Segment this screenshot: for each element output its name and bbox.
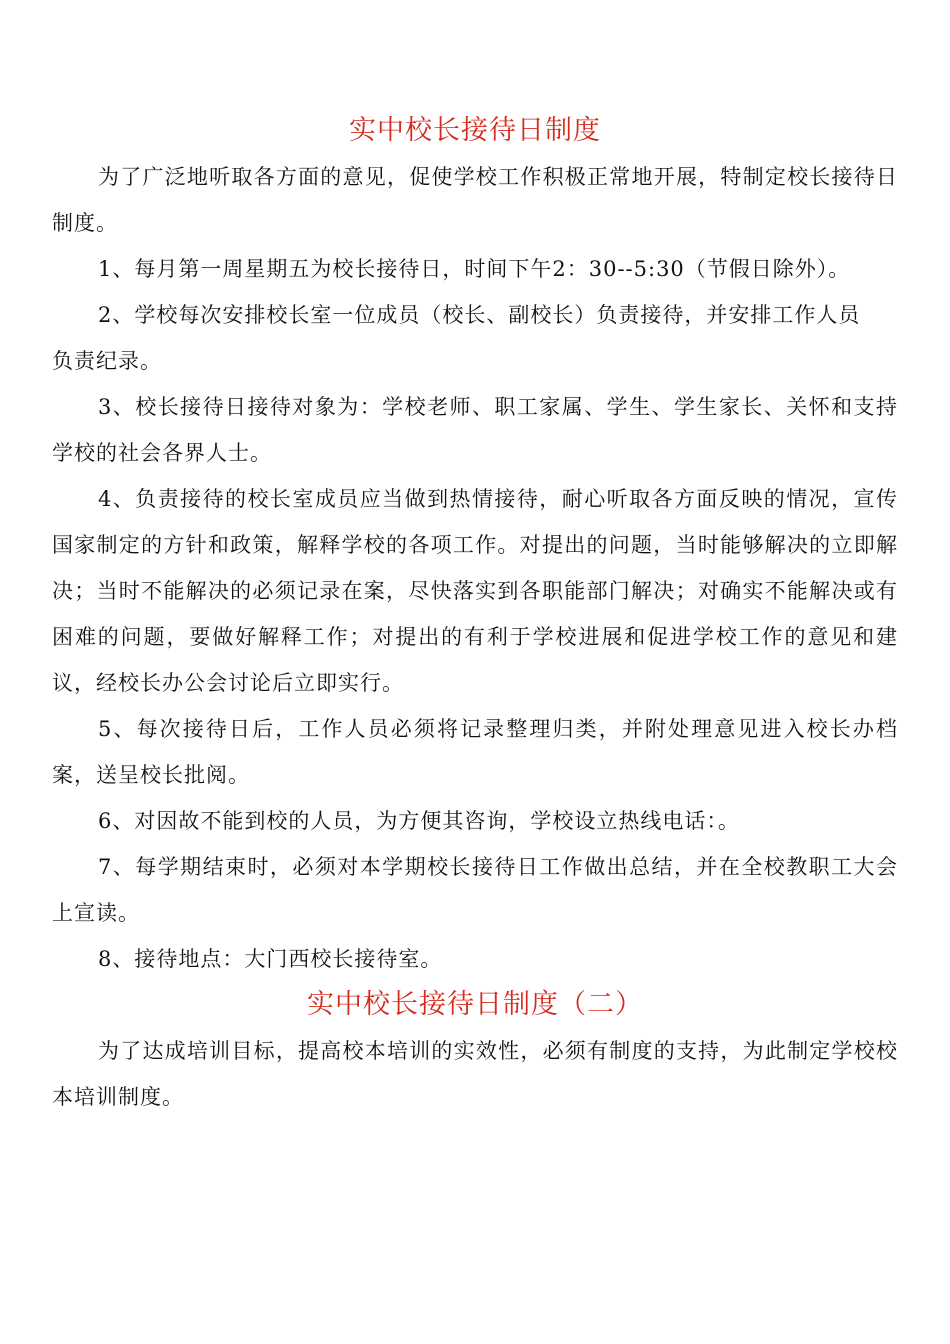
rule-item-3: 3、校长接待日接待对象为：学校老师、职工家属、学生、学生家长、关怀和支持学校的社会各界人士。: [52, 395, 898, 465]
document-title: 实中校长接待日制度: [349, 115, 601, 146]
rule-item-5: 5、每次接待日后，工作人员必须将记录整理归类，并附处理意见进入校长办档案，送呈校长批阅。: [52, 717, 898, 787]
intro-paragraph: 为了广泛地听取各方面的意见，促使学校工作积极正常地开展，特制定校长接待日制度。: [52, 165, 898, 235]
section-title-2: 实中校长接待日制度（二）: [307, 989, 643, 1020]
rule-item-6: 6、对因故不能到校的人员，为方便其咨询，学校设立热线电话：。: [98, 809, 740, 833]
rule-item-2: 2、学校每次安排校长室一位成员（校长、副校长）负责接待，并安排工作人员: [98, 303, 861, 327]
rule-item-7: 7、每学期结束时，必须对本学期校长接待日工作做出总结，并在全校教职工大会上宣读。: [52, 855, 898, 925]
rule-item-4: 4、负责接待的校长室成员应当做到热情接待，耐心听取各方面反映的情况，宣传国家制定的方针和政策，解释学校的各项工作。对提出的问题，当时能够解决的立即解决；当时不能解决的必须记录在案，尽快落实到各职能部门解决；对确实不能解决或有困难的问题，要做好解释工作；对提出的有利于学校进展和促进学校工作的意见和建议，经校长办公会讨论后立即实行。: [52, 487, 898, 695]
rule-item-2-continuation: 负责纪录。: [52, 349, 162, 373]
rule-item-1: 1、每月第一周星期五为校长接待日，时间下午2：30--5:30（节假日除外）。: [98, 257, 851, 281]
section-2-intro: 为了达成培训目标，提高校本培训的实效性，必须有制度的支持，为此制定学校校本培训制度。: [52, 1039, 898, 1109]
rule-item-8: 8、接待地点：大门西校长接待室。: [98, 947, 443, 971]
document-page: [52, 108, 898, 1120]
